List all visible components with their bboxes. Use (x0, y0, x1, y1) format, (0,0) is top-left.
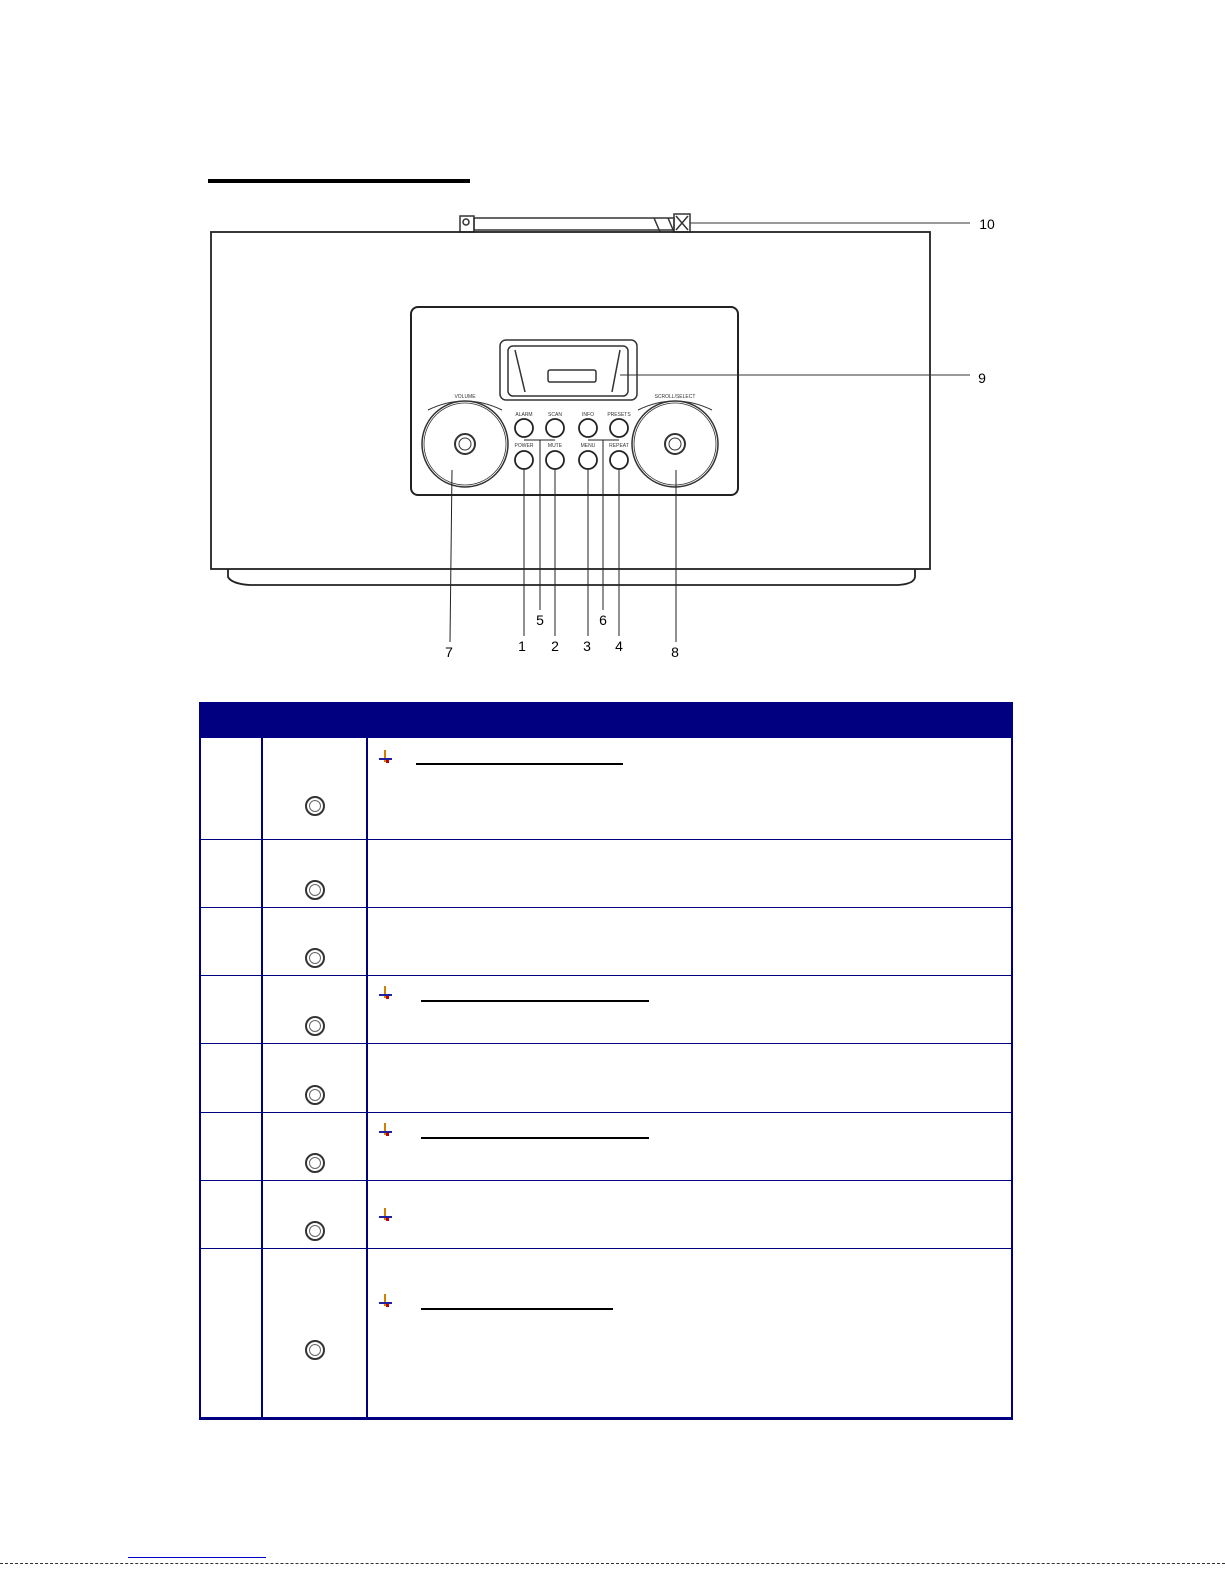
panel-label-alarm: ALARM (515, 412, 533, 418)
bullet-icon (379, 1208, 393, 1222)
column-divider (261, 738, 263, 1419)
panel-label-volume: VOLUME (454, 394, 476, 400)
callout-4: 4 (615, 638, 623, 654)
callout-5: 5 (536, 612, 544, 628)
button-icon (305, 1221, 325, 1241)
ipod-dock (500, 340, 970, 400)
antenna (460, 214, 970, 232)
callout-7: 7 (445, 644, 453, 660)
bullet-icon (379, 986, 393, 1000)
callout-10: 10 (979, 216, 995, 232)
row-divider (199, 907, 1013, 908)
button-icon (305, 796, 325, 816)
button-icon (305, 1153, 325, 1173)
row-divider (199, 1043, 1013, 1044)
row-divider (199, 975, 1013, 976)
bullet-icon (379, 750, 393, 764)
page-break-line (0, 1563, 1225, 1564)
panel-label-scroll: SCROLL/SELECT (654, 394, 696, 400)
callout-6: 6 (599, 612, 607, 628)
button-icon (305, 948, 325, 968)
panel-label-power: POWER (514, 443, 534, 449)
underlined-heading (416, 763, 623, 765)
panel-label-presets: PRESETS (607, 412, 631, 418)
row-divider (199, 1112, 1013, 1113)
callout-2: 2 (551, 638, 559, 654)
radio-body (211, 232, 930, 585)
table-header (199, 702, 1013, 738)
underlined-heading (421, 1137, 649, 1139)
row-divider (199, 839, 1013, 840)
row-divider (199, 1180, 1013, 1181)
button-icon (305, 1016, 325, 1036)
table-border (199, 738, 201, 1419)
button-icon (305, 880, 325, 900)
footer-link[interactable] (128, 1557, 266, 1558)
button-icon (305, 1340, 325, 1360)
callout-8: 8 (671, 644, 679, 660)
panel-label-mute: MUTE (547, 443, 563, 449)
bullet-icon (379, 1294, 393, 1308)
callout-1: 1 (518, 638, 526, 654)
column-divider (366, 738, 368, 1419)
leader-lines (450, 440, 676, 642)
button-icon (305, 1085, 325, 1105)
table-border (199, 1417, 1013, 1420)
panel-label-info: INFO (582, 412, 594, 418)
callout-9: 9 (978, 370, 986, 386)
underlined-heading (421, 1000, 649, 1002)
row-divider (199, 1248, 1013, 1249)
panel-label-menu: MENU (580, 443, 596, 449)
scroll-select-knob (632, 401, 718, 487)
volume-knob (422, 401, 508, 487)
panel-label-scan: SCAN (548, 412, 562, 418)
radio-front-panel-diagram (0, 0, 1225, 680)
bullet-icon (379, 1123, 393, 1137)
panel-label-repeat: REPEAT (609, 443, 629, 449)
underlined-heading (421, 1308, 613, 1310)
table-border (1011, 738, 1013, 1419)
callout-3: 3 (583, 638, 591, 654)
